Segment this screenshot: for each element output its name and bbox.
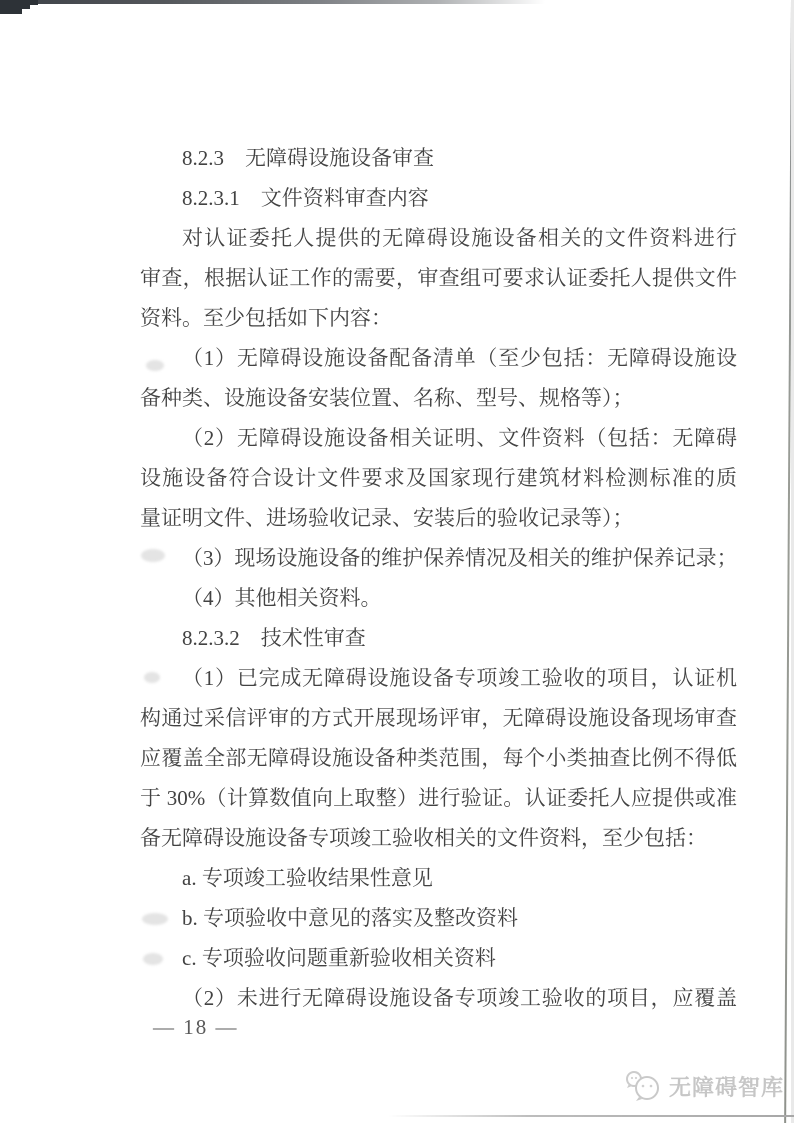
tech-item-1-line: 构通过采信评审的方式开展现场评审，无障碍设施设备现场审查: [140, 706, 737, 730]
tech-item-1-line: 应覆盖全部无障碍设施设备种类范围，每个小类抽查比例不得低: [140, 746, 737, 770]
list-item-2-line: 量证明文件、进场验收记录、安装后的验收记录等）；: [140, 506, 634, 530]
list-item-c: c. 专项验收问题重新验收相关资料: [182, 946, 496, 970]
tech-item-1-line: 备无障碍设施设备专项竣工验收相关的文件资料，至少包括：: [140, 826, 707, 850]
tech-item-2-line: （2）未进行无障碍设施设备专项竣工验收的项目，应覆盖: [182, 986, 737, 1010]
chat-bubbles-logo-icon: [624, 1069, 662, 1103]
paragraph-line: 审查，根据认证工作的需要，审查组可要求认证委托人提供文件: [140, 266, 737, 290]
list-item-a: a. 专项竣工验收结果性意见: [182, 866, 433, 890]
watermark-brand: [624, 1068, 784, 1104]
list-item-1-line: （1）无障碍设施设备配备清单（至少包括：无障碍设施设: [182, 346, 737, 370]
tech-item-1-line: 于 30%（计算数值向上取整）进行验证。认证委托人应提供或准: [140, 786, 737, 810]
list-item-1-line: 备种类、设施设备安装位置、名称、型号、规格等）；: [140, 386, 634, 410]
tech-item-1-line: （1）已完成无障碍设施设备专项竣工验收的项目，认证机: [182, 666, 737, 690]
list-item-4-line: （4）其他相关资料。: [182, 586, 382, 610]
heading-8-2-3-1: 8.2.3.1 文件资料审查内容: [182, 186, 429, 210]
page-number: — 18 —: [153, 1015, 239, 1039]
heading-8-2-3-2: 8.2.3.2 技术性审查: [182, 626, 366, 650]
document-body: [140, 138, 737, 1018]
list-item-b: b. 专项验收中意见的落实及整改资料: [182, 906, 518, 930]
heading-8-2-3: 8.2.3 无障碍设施设备审查: [182, 146, 434, 170]
list-item-2-line: （2）无障碍设施设备相关证明、文件资料（包括：无障碍: [182, 426, 737, 450]
paragraph-line: 对认证委托人提供的无障碍设施设备相关的文件资料进行: [182, 226, 737, 250]
list-item-2-line: 设施设备符合设计文件要求及国家现行建筑材料检测标准的质: [140, 466, 737, 490]
paragraph-line: 资料。至少包括如下内容：: [140, 306, 392, 330]
scan-artifact-top-edge: [0, 0, 545, 4]
watermark-text: 无障碍智库: [669, 1074, 785, 1100]
scan-artifact-bottom-edge: [388, 1115, 794, 1117]
list-item-3-line: （3）现场设施设备的维护保养情况及相关的维护保养记录；: [182, 546, 737, 570]
scan-artifact-top-corner: [0, 0, 38, 14]
